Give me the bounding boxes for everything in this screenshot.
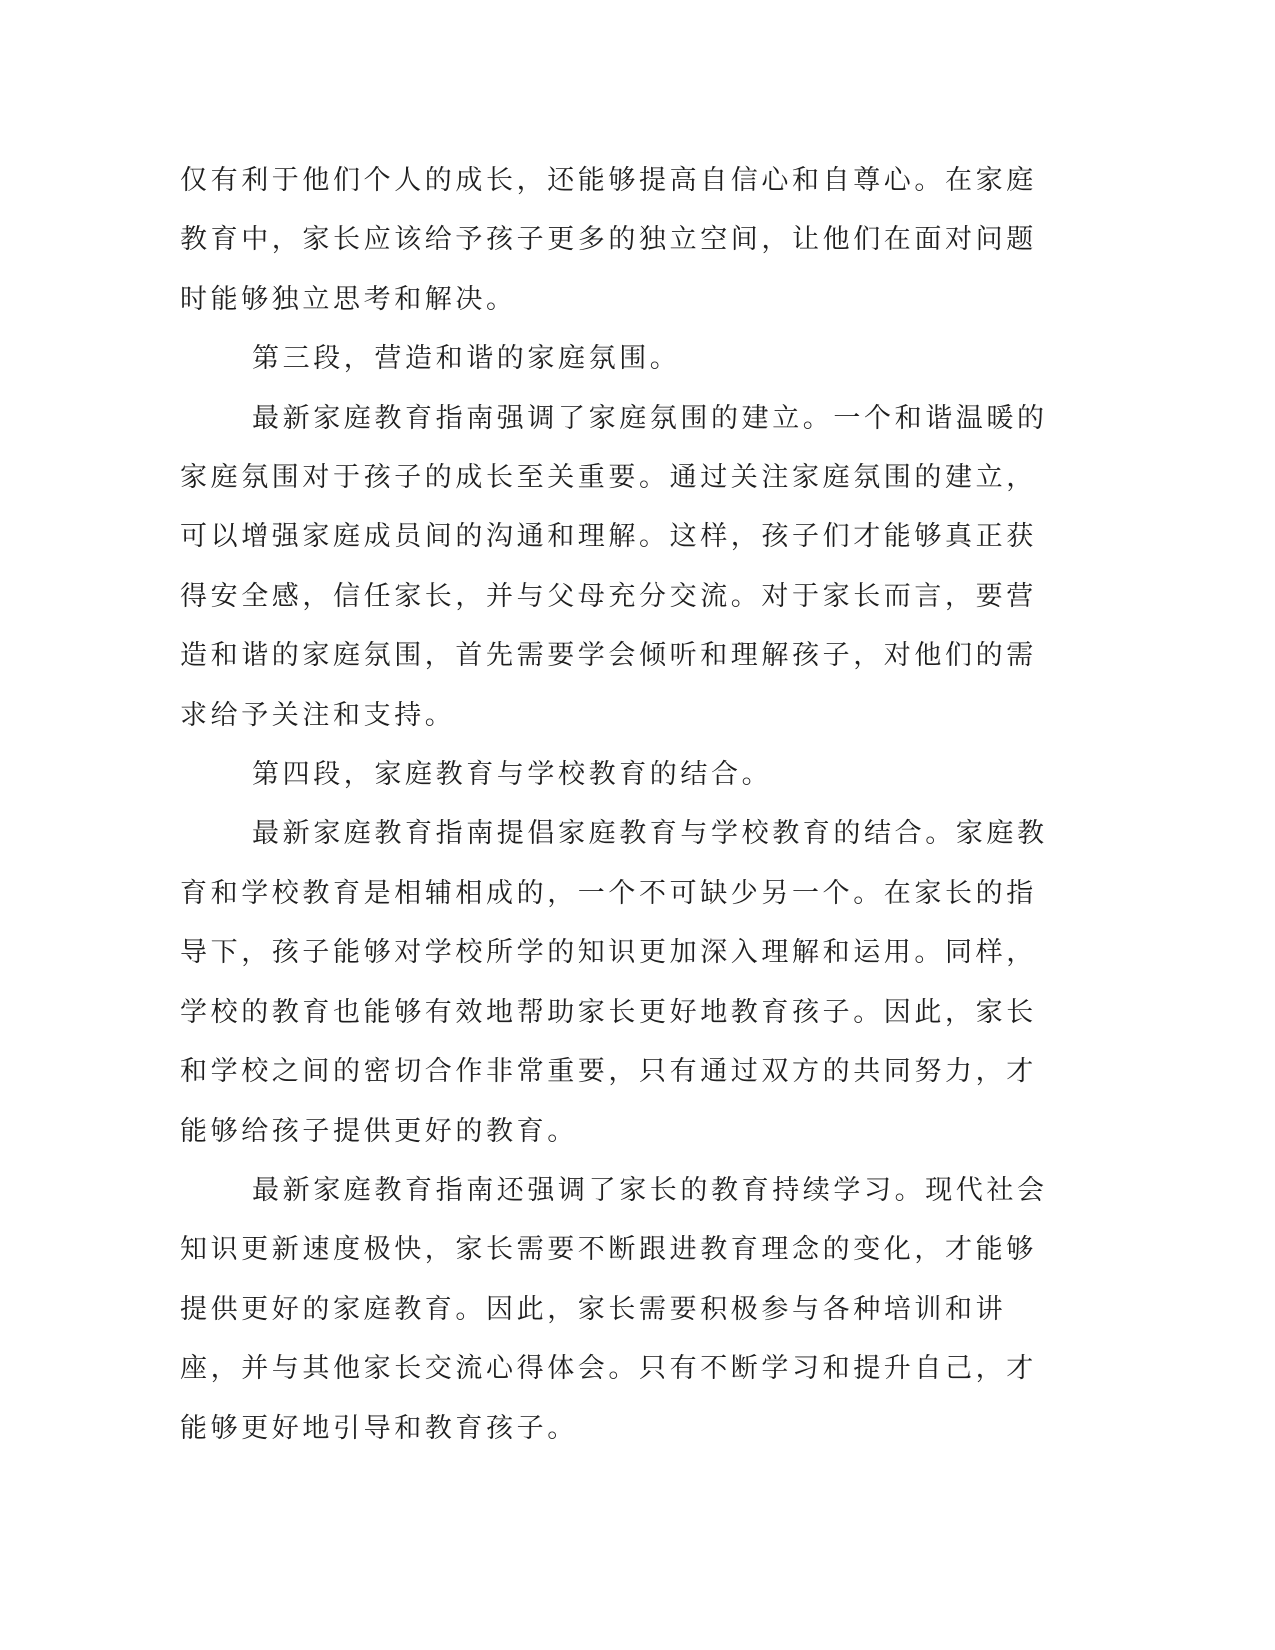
section-heading-four: 第四段，家庭教育与学校教育的结合。 <box>252 759 773 791</box>
document-page <box>180 151 1060 1458</box>
body-paragraph-home-school: 最新家庭教育指南提倡家庭教育与学校教育的结合。家庭教育和学校教育是相辅相成的，一个不可缺少另一个。在家长的指导下，孩子能够对学校所学的知识更加深入理解和运用。同样，学校的教育也能够有效地帮助家长更好地教育孩子。因此，家长和学校之间的密切合作非常重要，只有通过双方的共同努力，才能够给孩子提供更好的教育。 <box>180 818 1048 1147</box>
section-heading-three: 第三段，营造和谐的家庭氛围。 <box>252 343 681 375</box>
body-paragraph-family-atmosphere: 最新家庭教育指南强调了家庭氛围的建立。一个和谐温暖的家庭氛围对于孩子的成长至关重要。通过关注家庭氛围的建立，可以增强家庭成员间的沟通和理解。这样，孩子们才能够真正获得安全感，信任家长，并与父母充分交流。对于家长而言，要营造和谐的家庭氛围，首先需要学会倾听和理解孩子，对他们的需求给予关注和支持。 <box>180 402 1048 731</box>
body-paragraph-continuation: 仅有利于他们个人的成长，还能够提高自信心和自尊心。在家庭教育中，家长应该给予孩子更多的独立空间，让他们在面对问题时能够独立思考和解决。 <box>180 165 1037 315</box>
body-paragraph-continuous-learning: 最新家庭教育指南还强调了家长的教育持续学习。现代社会知识更新速度极快，家长需要不断跟进教育理念的变化，才能够提供更好的家庭教育。因此，家长需要积极参与各种培训和讲座，并与其他家长交流心得体会。只有不断学习和提升自己，才能够更好地引导和教育孩子。 <box>180 1174 1048 1444</box>
